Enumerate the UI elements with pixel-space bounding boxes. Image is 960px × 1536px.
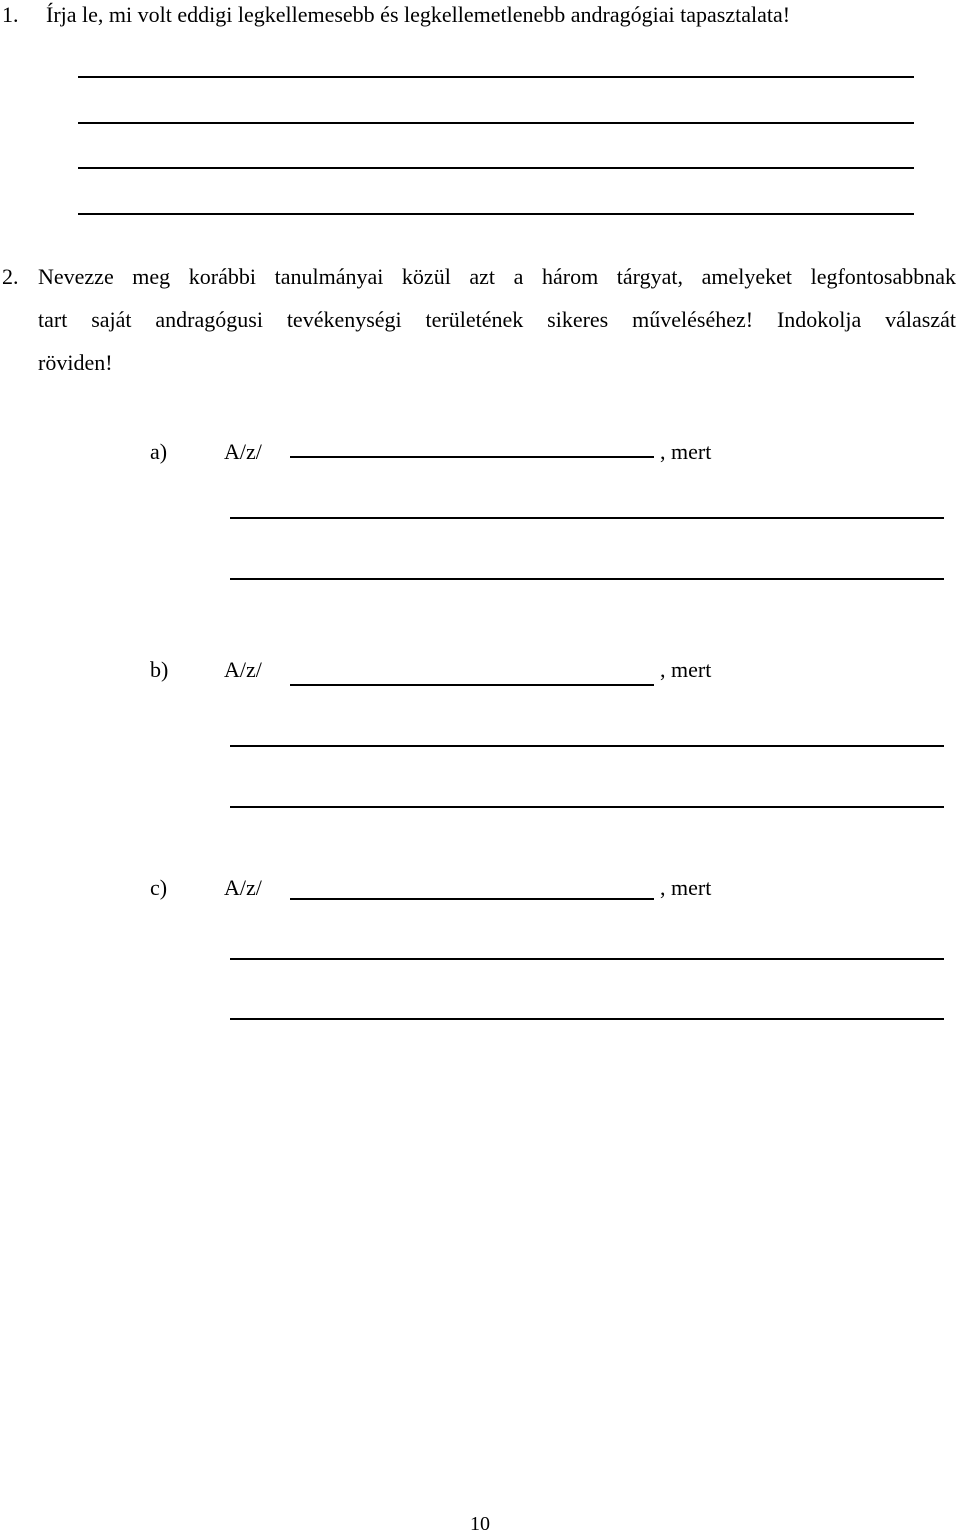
answer-line-q1-3[interactable] [78,167,914,169]
option-c-reason-line-1[interactable] [230,958,944,960]
answer-line-q1-2[interactable] [78,122,914,124]
option-b-letter: b) [150,657,169,682]
option-c-subject-line[interactable] [290,898,654,900]
option-b-suffix: , mert [660,657,712,682]
option-a-suffix: , mert [660,439,712,464]
question-2-line-3: röviden! [38,350,113,375]
answer-line-q1-1[interactable] [78,76,914,78]
option-a-reason-line-2[interactable] [230,578,944,580]
page-number: 10 [470,1513,490,1535]
option-c-prefix: A/z/ [224,875,262,900]
question-1-number: 1. [2,2,19,27]
question-1-text: Írja le, mi volt eddigi legkellemesebb és legkellemetlenebb andragógiai tapasztalata! [46,2,791,27]
question-2-number: 2. [2,264,19,289]
option-b-reason-line-1[interactable] [230,745,944,747]
option-c-suffix: , mert [660,875,712,900]
question-2-text [38,263,956,377]
answer-line-q1-4[interactable] [78,213,914,215]
option-b-prefix: A/z/ [224,657,262,682]
option-a-subject-line[interactable] [290,456,654,458]
option-b-reason-line-2[interactable] [230,806,944,808]
question-2-line-1: Nevezze meg korábbi tanulmányai közül azt a három tárgyat, amelyeket legfontosabbnak [38,264,956,289]
question-2-line-2: tart saját andragógusi tevékenységi területének sikeres műveléséhez! Indokolja válaszát [38,307,956,332]
option-b-subject-line[interactable] [290,684,654,686]
option-a-prefix: A/z/ [224,439,262,464]
option-a-reason-line-1[interactable] [230,517,944,519]
option-c-reason-line-2[interactable] [230,1018,944,1020]
option-a-letter: a) [150,439,168,464]
option-c-letter: c) [150,875,168,900]
